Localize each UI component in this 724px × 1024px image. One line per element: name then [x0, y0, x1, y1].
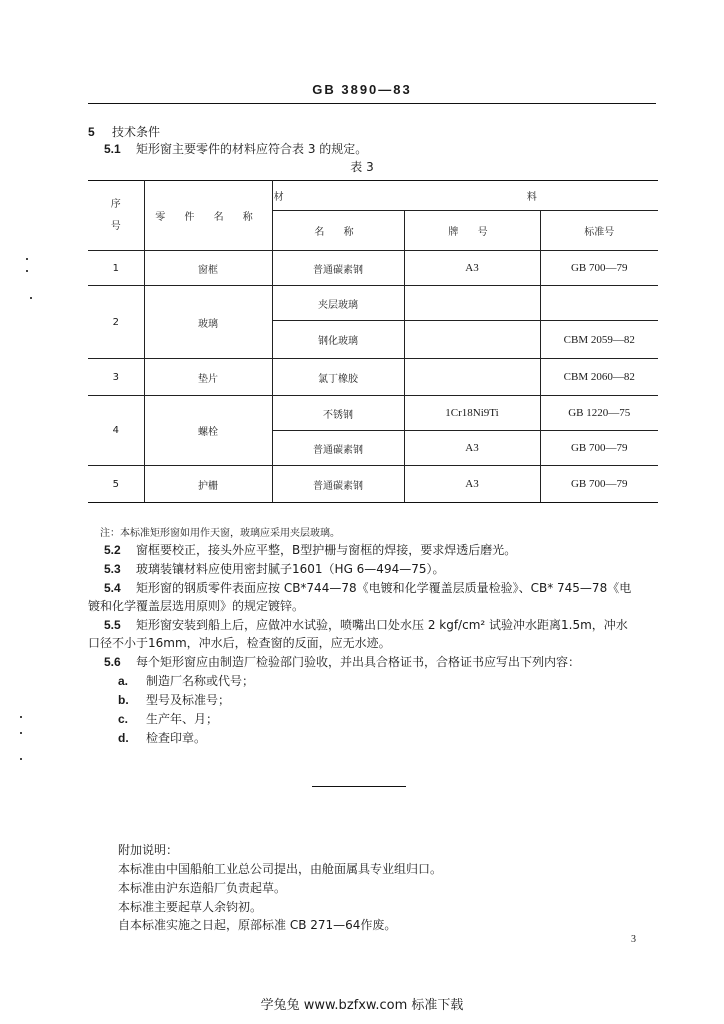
scan-speck — [20, 758, 22, 760]
material-grade — [404, 359, 540, 396]
material-standard: GB 700—79 — [540, 251, 658, 286]
list-label: c. — [118, 712, 129, 726]
clause-text: 矩形窗的钢质零件表面应按 CB*744—78《电镀和化学覆盖层质量检验》、CB* 745—78《电 — [136, 581, 632, 595]
row-seq: 4 — [88, 396, 144, 466]
end-of-text-rule — [312, 786, 406, 787]
clause-5-3 — [104, 561, 445, 577]
table-row — [88, 286, 658, 321]
material-grade: A3 — [404, 431, 540, 466]
header-part-name: 零 件 名 称 — [144, 181, 272, 251]
table-note: 注：本标准矩形窗如用作天窗，玻璃应采用夹层玻璃。 — [100, 528, 340, 539]
clause-text: 每个矩形窗应由制造厂检验部门验收，并出具合格证书，合格证书应写出下列内容： — [136, 655, 581, 669]
appendix-line: 本标准由沪东造船厂负责起草。 — [118, 881, 287, 895]
material-standard: GB 1220—75 — [540, 396, 658, 431]
material-table — [88, 180, 658, 503]
clause-number: 5.4 — [104, 581, 121, 595]
material-standard: GB 700—79 — [540, 466, 658, 503]
material-name: 普通碳素钢 — [272, 466, 404, 503]
row-seq: 5 — [88, 466, 144, 503]
row-part: 螺栓 — [144, 396, 272, 466]
material-name: 氯丁橡胶 — [272, 359, 404, 396]
material-grade — [404, 321, 540, 359]
header-material-name: 名 称 — [272, 211, 404, 251]
clause-5-1 — [104, 141, 367, 157]
table-row — [88, 466, 658, 503]
list-label: a. — [118, 674, 129, 688]
clause-text: 矩形窗安装到船上后，应做冲水试验，喷嘴出口处水压 2 kgf/cm² 试验冲水距离1.5m，冲水 — [136, 618, 628, 632]
clause-number: 5.3 — [104, 562, 121, 576]
material-name: 钢化玻璃 — [272, 321, 404, 359]
section-5-heading — [88, 124, 160, 140]
table-row — [88, 251, 658, 286]
material-grade: 1Cr18Ni9Ti — [404, 396, 540, 431]
header-grade: 牌 号 — [404, 211, 540, 251]
table-row — [88, 396, 658, 431]
row-part: 玻璃 — [144, 286, 272, 359]
appendix-line: 本标准由中国船舶工业总公司提出，由舱面属具专业组归口。 — [118, 862, 443, 876]
header-material: 材 料 — [272, 181, 658, 211]
appendix-line: 自本标准实施之日起，原部标准 CB 271—64作废。 — [118, 918, 397, 932]
list-item — [118, 692, 230, 708]
header-standard: 标准号 — [540, 211, 658, 251]
material-name: 不锈钢 — [272, 396, 404, 431]
row-seq: 3 — [88, 359, 144, 396]
scan-speck — [26, 258, 28, 260]
material-grade: A3 — [404, 466, 540, 503]
footer-watermark: 学兔兔 www.bzfxw.com 标准下载 — [260, 998, 464, 1013]
table-caption: 表 3 — [350, 160, 374, 174]
clause-number: 5.1 — [104, 142, 121, 156]
clause-5-5-continuation: 口径不小于16mm，冲水后，检查窗的反面，应无水迹。 — [88, 636, 391, 650]
row-part: 垫片 — [144, 359, 272, 396]
list-text: 检查印章。 — [146, 731, 207, 745]
scan-speck — [30, 297, 32, 299]
scan-speck — [20, 716, 22, 718]
list-label: b. — [118, 693, 129, 707]
clause-5-5 — [104, 617, 628, 633]
header-rule — [88, 103, 656, 104]
clause-number: 5.6 — [104, 655, 121, 669]
list-item — [118, 711, 218, 727]
section-title: 技术条件 — [112, 125, 161, 139]
section-number: 5 — [88, 125, 95, 139]
clause-text: 矩形窗主要零件的材料应符合表 3 的规定。 — [136, 142, 368, 156]
clause-5-4-continuation: 镀和化学覆盖层选用原则》的规定镀锌。 — [88, 599, 305, 613]
row-seq: 1 — [88, 251, 144, 286]
material-standard: CBM 2059—82 — [540, 321, 658, 359]
clause-5-6 — [104, 654, 580, 670]
material-name: 普通碳素钢 — [272, 431, 404, 466]
header-seq: 序号 — [88, 181, 144, 251]
row-part: 窗框 — [144, 251, 272, 286]
list-item — [118, 673, 254, 689]
material-standard: CBM 2060—82 — [540, 359, 658, 396]
clause-5-4 — [104, 580, 631, 596]
material-grade — [404, 286, 540, 321]
appendix-title: 附加说明： — [118, 843, 179, 857]
page-number: 3 — [631, 934, 636, 945]
list-text: 制造厂名称或代号； — [146, 674, 255, 688]
table-row — [88, 359, 658, 396]
clause-5-2 — [104, 542, 516, 558]
list-text: 生产年、月； — [146, 712, 219, 726]
clause-number: 5.5 — [104, 618, 121, 632]
standard-code-header: GB 3890—83 — [312, 82, 412, 97]
scan-speck — [20, 732, 22, 734]
material-name: 普通碳素钢 — [272, 251, 404, 286]
clause-text: 玻璃装镶材料应使用密封腻子1601（HG 6—494—75）。 — [136, 562, 445, 576]
clause-text: 窗框要校正，接头外应平整，B型护栅与窗框的焊接，要求焊透后磨光。 — [136, 543, 517, 557]
material-standard — [540, 286, 658, 321]
clause-number: 5.2 — [104, 543, 121, 557]
list-label: d. — [118, 731, 129, 745]
material-grade: A3 — [404, 251, 540, 286]
row-part: 护栅 — [144, 466, 272, 503]
list-item — [118, 730, 206, 746]
row-seq: 2 — [88, 286, 144, 359]
list-text: 型号及标准号； — [146, 693, 231, 707]
material-name: 夹层玻璃 — [272, 286, 404, 321]
material-standard: GB 700—79 — [540, 431, 658, 466]
appendix-line: 本标准主要起草人余钧初。 — [118, 900, 263, 914]
scan-speck — [26, 270, 28, 272]
